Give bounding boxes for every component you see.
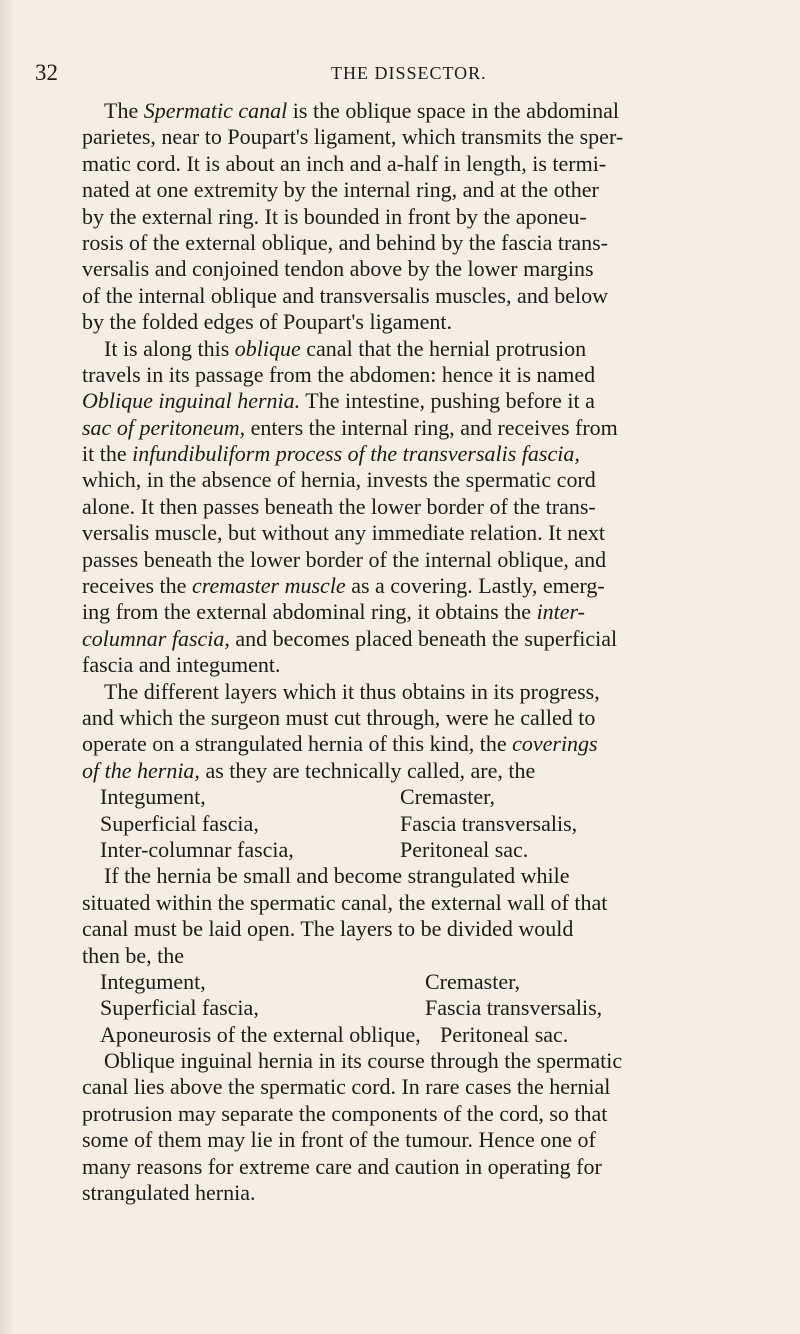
text-line: If the hernia be small and become strangulated while [104,863,570,889]
text-line: by the external ring. It is bounded in front by the aponeu- [82,203,587,229]
text-line: Oblique inguinal hernia in its course through the spermatic [104,1048,623,1074]
list-item: Integument, Cremaster, [100,968,521,994]
list-item: Superficial fascia, Fascia transversalis, [100,995,603,1021]
text-line: It is along this oblique canal that the hernial protrusion [104,335,587,361]
text-line: fascia and integument. [82,652,281,678]
list-item: Aponeurosis of the external oblique, Peritoneal sac. [100,1021,569,1047]
list-item: Integument, Cremaster, [100,784,496,810]
text-line: Oblique inguinal hernia. The intestine, pushing before it a [82,388,595,414]
body-text [82,98,772,1206]
text-line: of the internal oblique and transversalis muscles, and below [82,282,609,308]
text-line: matic cord. It is about an inch and a-half in length, is termi- [82,150,607,176]
text-line: passes beneath the lower border of the internal oblique, and [82,546,607,572]
text-line: versalis muscle, but without any immediate relation. It next [82,520,605,546]
text-line: it the infundibuliform process of the transversalis fascia, [82,441,580,467]
text-line: sac of peritoneum, enters the internal ring, and receives from [82,414,618,440]
text-line: canal must be laid open. The layers to be divided would [82,916,574,942]
text-line: protrusion may separate the components of the cord, so that [82,1100,608,1126]
text-line: many reasons for extreme care and caution in operating for [82,1153,602,1179]
page-header [35,60,735,90]
text-line: of the hernia, as they are technically called, are, the [82,757,536,783]
text-line: ing from the external abdominal ring, it obtains the inter- [82,599,585,625]
text-line: alone. It then passes beneath the lower border of the trans- [82,493,596,519]
text-line: The different layers which it thus obtains in its progress, [104,678,600,704]
list-item: Superficial fascia, Fascia transversalis, [100,810,578,836]
text-line: by the folded edges of Poupart's ligament. [82,309,452,335]
text-line: travels in its passage from the abdomen: hence it is named [82,361,596,387]
text-line: versalis and conjoined tendon above by the lower margins [82,256,594,282]
text-line: nated at one extremity by the internal ring, and at the other [82,177,599,203]
text-line: columnar fascia, and becomes placed beneath the superficial [82,625,618,651]
running-head: THE DISSECTOR. [331,63,487,83]
text-line: receives the cremaster muscle as a covering. Lastly, emerg- [82,573,605,599]
text-line: and which the surgeon must cut through, were he called to [82,704,596,730]
text-line: canal lies above the spermatic cord. In rare cases the hernial [82,1074,611,1100]
text-line: parietes, near to Poupart's ligament, which transmits the sper- [82,124,624,150]
text-line: The Spermatic canal is the oblique space in the abdominal [104,98,620,123]
page-gutter-shadow [0,0,14,1334]
text-line: rosis of the external oblique, and behind by the fascia trans- [82,229,609,255]
page-number: 32 [35,60,58,85]
text-line: which, in the absence of hernia, invests the spermatic cord [82,467,596,493]
text-line: situated within the spermatic canal, the external wall of that [82,889,608,915]
list-item: Inter-columnar fascia, Peritoneal sac. [100,836,529,862]
text-line: operate on a strangulated hernia of this kind, the coverings [82,731,598,757]
text-line: then be, the [82,942,185,968]
text-line: strangulated hernia. [82,1180,256,1206]
text-line: some of them may lie in front of the tumour. Hence one of [82,1127,596,1153]
